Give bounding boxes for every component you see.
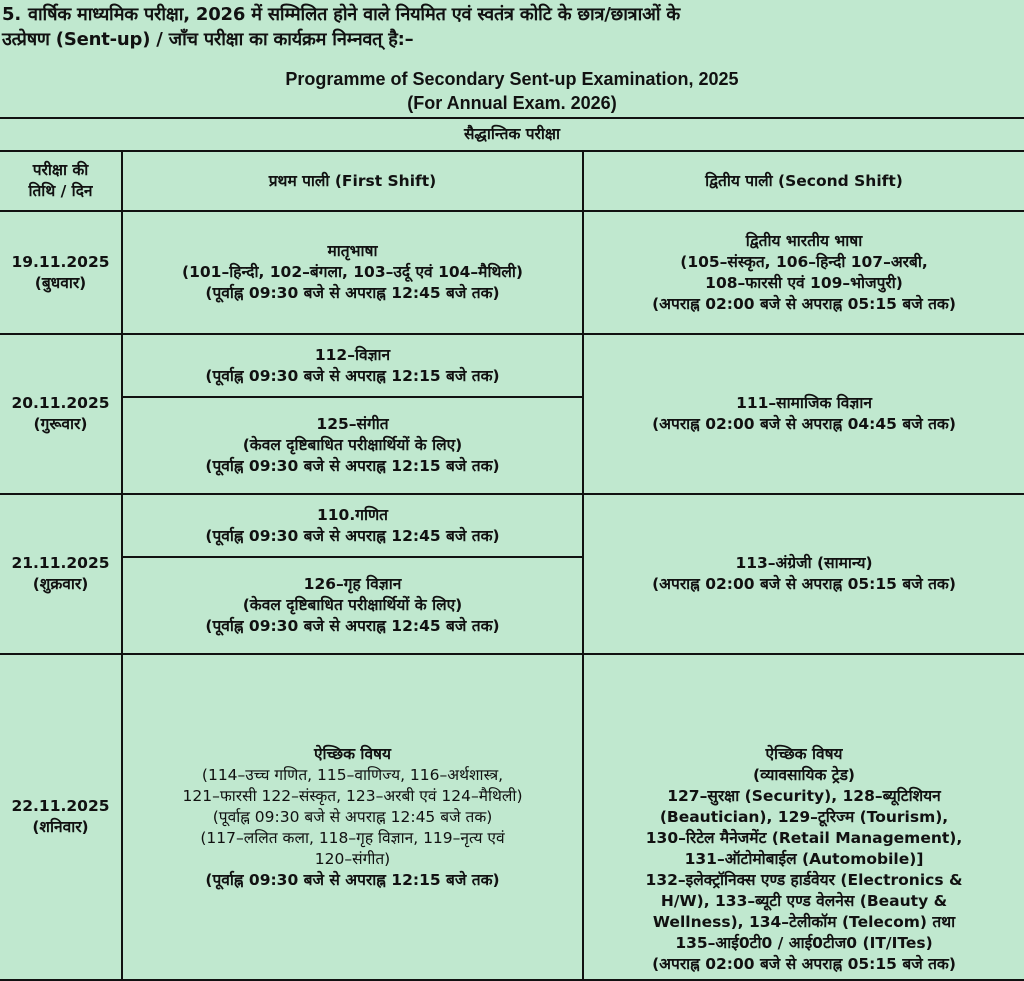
- date-cell: 21.11.2025 (शुक्रवार): [0, 494, 122, 654]
- date-cell: 19.11.2025 (बुधवार): [0, 211, 122, 334]
- first-shift-cell: 126–गृह विज्ञान (केवल दृष्टिबाधित परीक्षार्थियों के लिए) (पूर्वाह्न 09:30 बजे से अपराह्न 12:45 बजे तक): [122, 557, 583, 654]
- intro-line-2: उत्प्रेषण (Sent-up) / जाँच परीक्षा का कार्यक्रम निम्नवत् है:–: [2, 29, 414, 50]
- first-shift-cell: ऐच्छिक विषय (114–उच्च गणित, 115–वाणिज्य, 116–अर्थशास्त्र, 121–फारसी 122–संस्कृत, 123–अरबी एवं 124–मैथिली) (पूर्वाह्न 09:30 बजे से अपराह्न 12:45 बजे तक) (117–ललित कला, 118–गृह विज्ञान, 119–नृत्य एवं 120–संगीत) (पूर्वाह्न 09:30 बजे से अपराह्न 12:15 बजे तक): [122, 654, 583, 980]
- intro-line-1: 5. वार्षिक माध्यमिक परीक्षा, 2026 में सम्मिलित होने वाले नियमित एवं स्वतंत्र कोटि के छात्र/छात्राओं के: [2, 4, 680, 25]
- second-shift-cell: 113–अंग्रेजी (सामान्य) (अपराह्न 02:00 बजे से अपराह्न 05:15 बजे तक): [583, 494, 1024, 654]
- first-shift-cell: 110.गणित (पूर्वाह्न 09:30 बजे से अपराह्न 12:45 बजे तक): [122, 494, 583, 557]
- first-shift-cell: 125–संगीत (केवल दृष्टिबाधित परीक्षार्थियों के लिए) (पूर्वाह्न 09:30 बजे से अपराह्न 12:15 बजे तक): [122, 397, 583, 494]
- first-shift-column-header: प्रथम पाली (First Shift): [122, 151, 583, 211]
- group-header-row: [0, 118, 1024, 151]
- programme-subtitle: (For Annual Exam. 2026): [407, 93, 617, 113]
- date-column-header: परीक्षा की तिथि / दिन: [0, 151, 122, 211]
- theory-exam-header: सैद्धान्तिक परीक्षा: [0, 118, 1024, 151]
- table-row: [0, 211, 1024, 334]
- column-header-row: [0, 151, 1024, 211]
- second-shift-column-header: द्वितीय पाली (Second Shift): [583, 151, 1024, 211]
- table-row: [0, 334, 1024, 397]
- programme-title: Programme of Secondary Sent-up Examination, 2025: [285, 69, 739, 89]
- second-shift-cell: ऐच्छिक विषय (व्यावसायिक ट्रेड) 127–सुरक्षा (Security), 128–ब्यूटिशियन (Beautician), 129–टूरिज्म (Tourism), 130–रिटेल मैनेजमेंट (Retail Management), 131–ऑटोमोबाईल (Automobile)] 132–इलेक्ट्रॉनिक्स एण्ड हार्डवेयर (Electronics & H/W), 133–ब्यूटी एण्ड वेलनेस (Beauty & Wellness), 134–टेलीकॉम (Telecom) तथा 135–आई0टी0 / आई0टीज0 (IT/ITes) (अपराह्न 02:00 बजे से अपराह्न 05:15 बजे तक): [583, 654, 1024, 980]
- table-row: [0, 654, 1024, 980]
- section-number: 5.: [2, 4, 21, 25]
- second-shift-cell: द्वितीय भारतीय भाषा (105–संस्कृत, 106–हिन्दी 107–अरबी, 108–फारसी एवं 109–भोजपुरी) (अपराह्न 02:00 बजे से अपराह्न 05:15 बजे तक): [583, 211, 1024, 334]
- first-shift-cell: मातृभाषा (101–हिन्दी, 102–बंगला, 103–उर्दू एवं 104–मैथिली) (पूर्वाह्न 09:30 बजे से अपराह्न 12:45 बजे तक): [122, 211, 583, 334]
- date-cell: 20.11.2025 (गुरूवार): [0, 334, 122, 494]
- first-shift-cell: 112–विज्ञान (पूर्वाह्न 09:30 बजे से अपराह्न 12:15 बजे तक): [122, 334, 583, 397]
- second-shift-cell: 111–सामाजिक विज्ञान (अपराह्न 02:00 बजे से अपराह्न 04:45 बजे तक): [583, 334, 1024, 494]
- table-row: [0, 494, 1024, 557]
- exam-schedule-table: [0, 117, 1024, 981]
- date-cell: 22.11.2025 (शनिवार): [0, 654, 122, 980]
- intro-paragraph: [2, 2, 1024, 52]
